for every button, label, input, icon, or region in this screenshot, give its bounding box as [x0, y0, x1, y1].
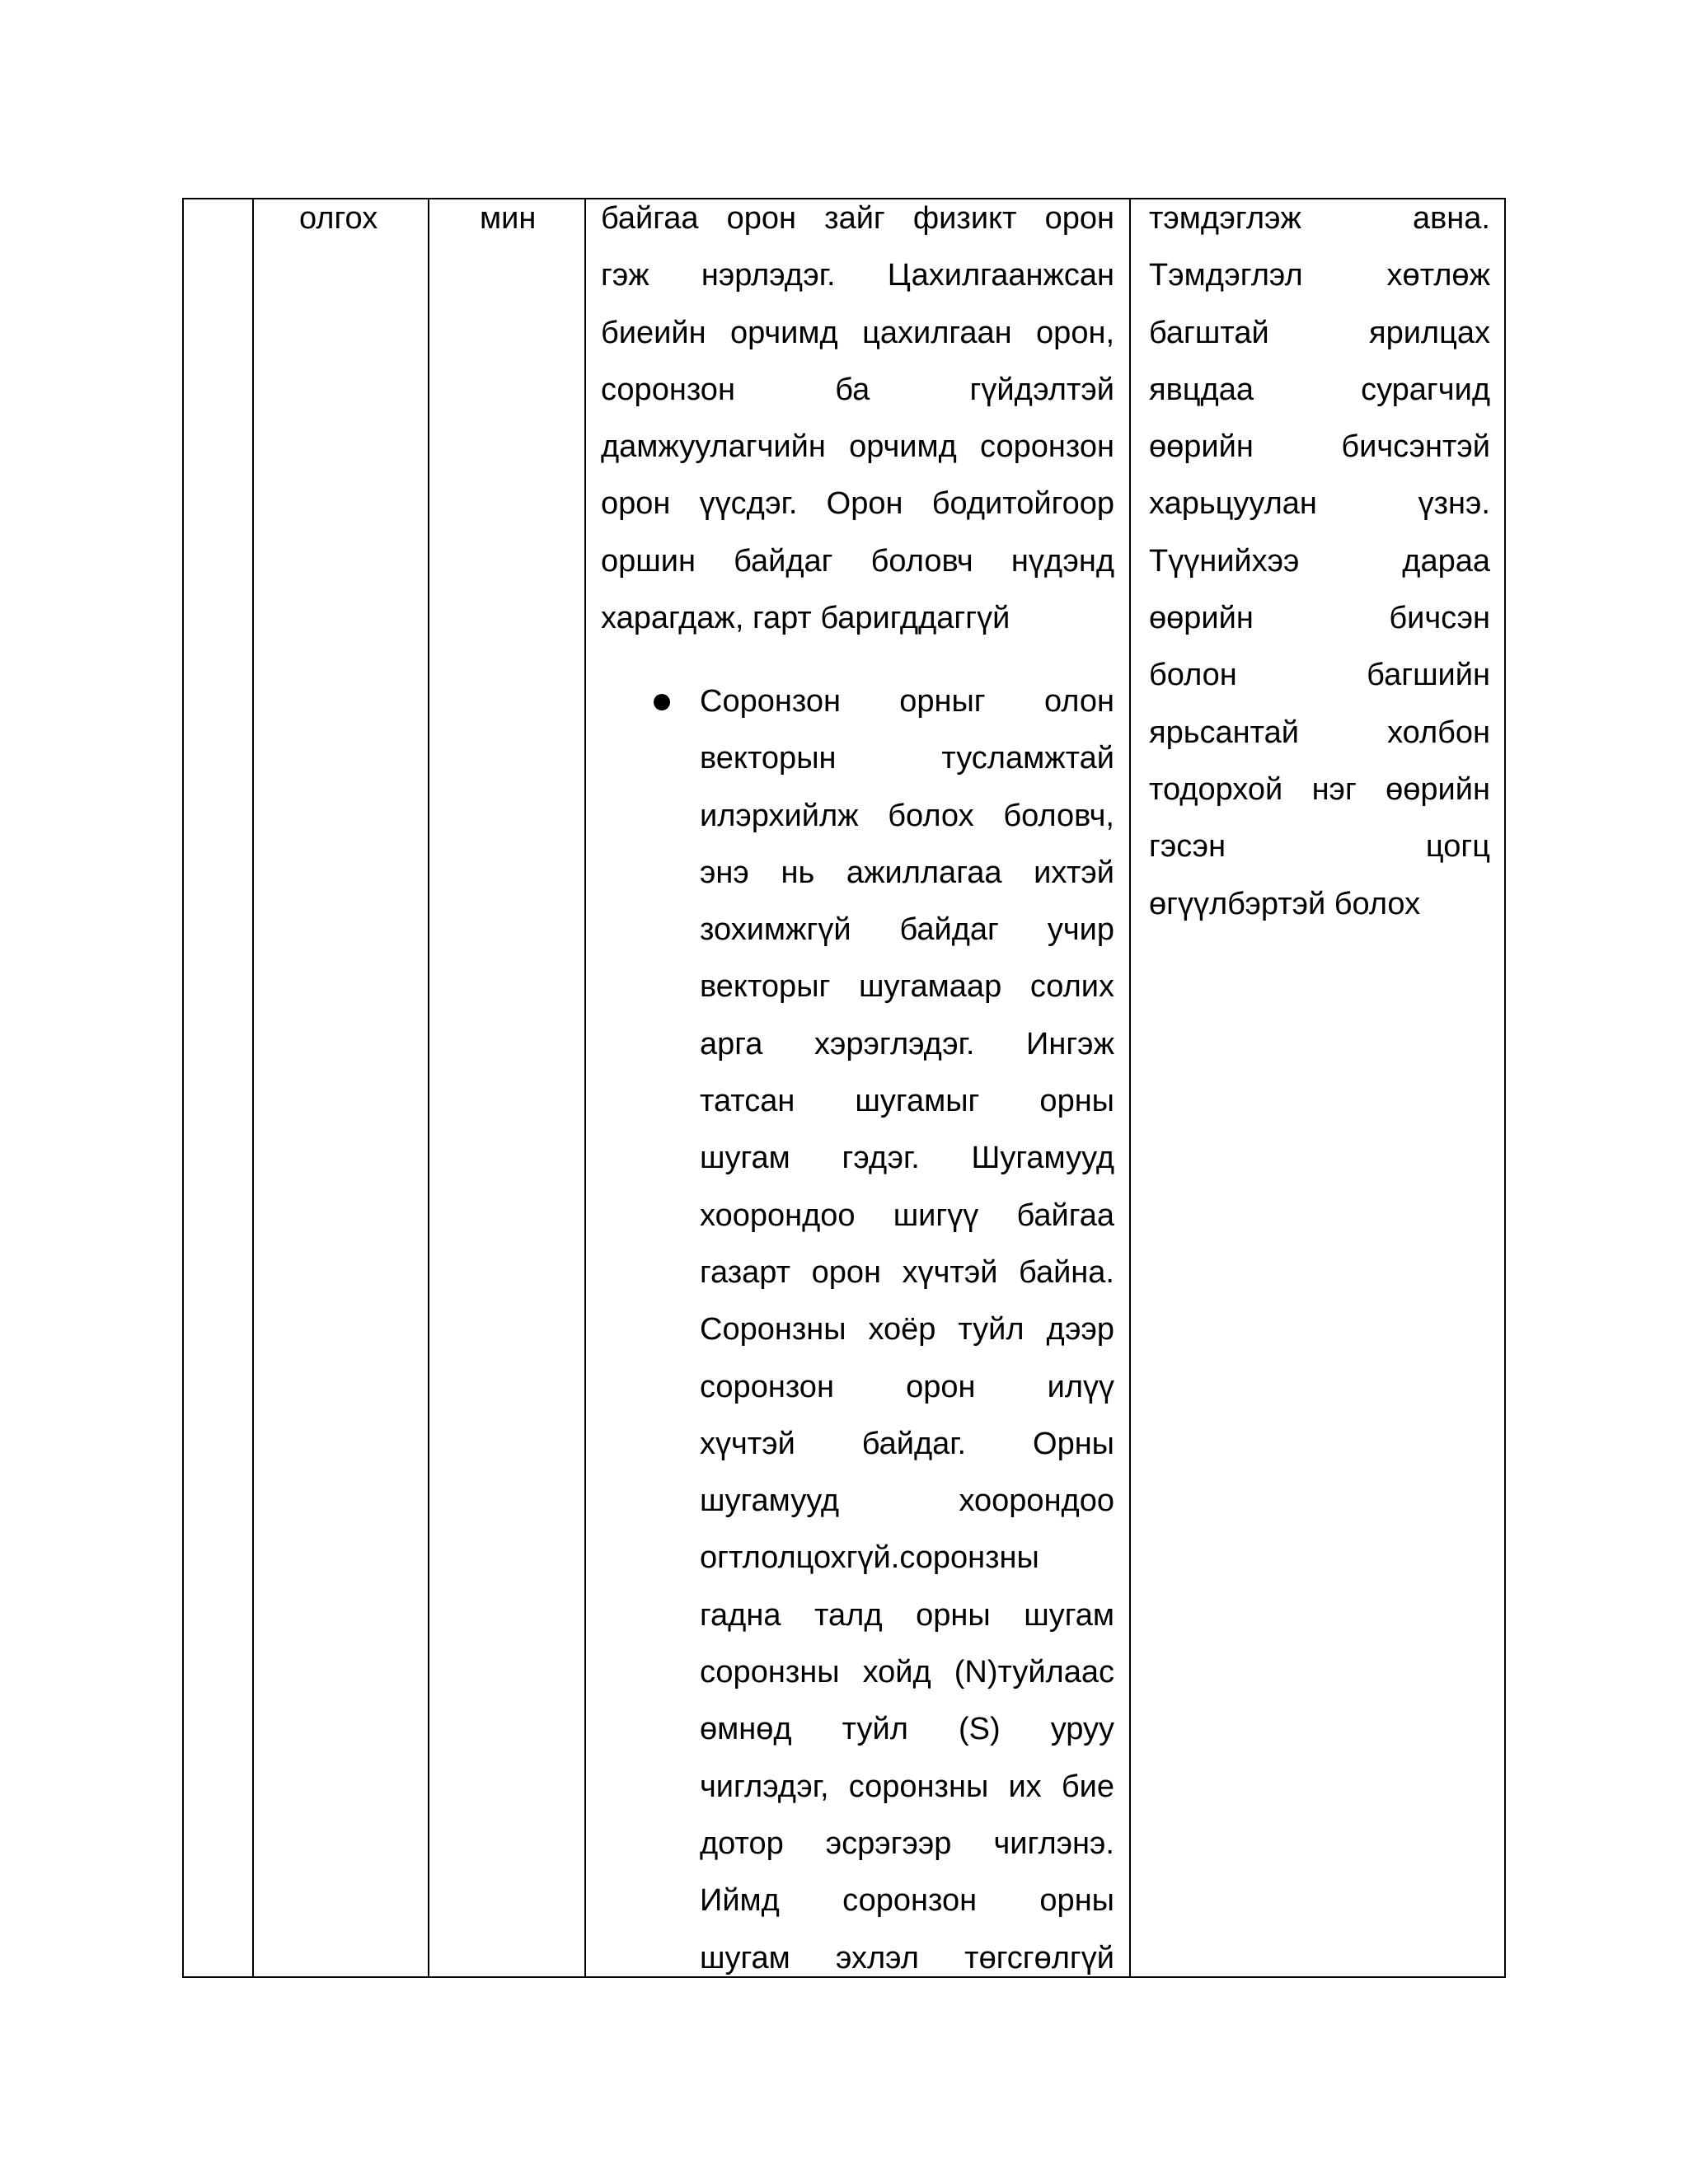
cell-min: [480, 190, 536, 247]
notes-line: тодорхой нэг өөрийн: [1149, 771, 1490, 807]
notes-line: тэмдэглэж авна.: [1149, 201, 1490, 236]
bullet-line: дотор эсрэгээр чиглэнэ.: [700, 1825, 1114, 1861]
bullet-line: шугам эхлэл төгсгөлгүй: [700, 1940, 1114, 1975]
bullet-line: чиглэдэг, соронзны их бие: [700, 1769, 1114, 1804]
bullet-line: огтлолцохгүй.соронзны: [700, 1540, 1039, 1576]
notes-line: Тэмдэглэл хөтлөж: [1149, 258, 1490, 293]
column-divider-3: [584, 198, 586, 1978]
bullet-item: [700, 673, 1114, 1987]
bullet-line: векторыг шугамаар солих: [700, 969, 1114, 1005]
notes-line: гэсэн цогц: [1149, 829, 1490, 865]
notes-line: өгүүлбэртэй болох: [1149, 886, 1421, 921]
paragraph-line: биеийн орчимд цахилгаан орон,: [601, 315, 1114, 350]
paragraph-line: байгаа орон зайг физикт орон: [601, 201, 1114, 236]
bullet-line: татсан шугамыг орны: [700, 1084, 1114, 1119]
bullet-line: газарт орон хүчтэй байна.: [700, 1254, 1114, 1290]
bullet-line: хүчтэй байдаг. Орны: [700, 1426, 1114, 1461]
bullet-line: соронзон орон илүү: [700, 1369, 1114, 1404]
notes-line: өөрийн бичсэн: [1149, 601, 1490, 636]
notes-line: харьцуулан үзнэ.: [1149, 486, 1490, 522]
bullet-line: векторын тусламжтай: [700, 741, 1114, 776]
bullet-line: зохимжгүй байдаг учир: [700, 912, 1114, 948]
bullet-line: арга хэрэглэдэг. Ингэж: [700, 1026, 1114, 1062]
notes-cell: [1149, 190, 1490, 933]
cell-text: олгох: [299, 201, 378, 236]
cell-olgokh: [299, 190, 377, 247]
paragraph-line: дамжуулагчийн орчимд соронзон: [601, 429, 1114, 465]
column-divider-4: [1129, 198, 1131, 1978]
notes-line: ярьсантай холбон: [1149, 715, 1490, 750]
bullet-line: соронзны хойд (N)туйлаас: [700, 1655, 1114, 1690]
bullet-line: Иймд соронзон орны: [700, 1883, 1114, 1919]
paragraph: [601, 190, 1114, 647]
paragraph-line: харагдаж, гарт баригддаггүй: [601, 601, 1010, 636]
paragraph-line: соронзон ба гүйдэлтэй: [601, 372, 1114, 407]
cell-text: мин: [480, 201, 537, 236]
bullet-line: гадна талд орны шугам: [700, 1597, 1114, 1633]
notes-line: багштай ярилцах: [1149, 315, 1490, 350]
bullet-line: хоорондоо шигүү байгаа: [700, 1197, 1114, 1233]
bullet-line: Соронзон орныг олон: [700, 684, 1114, 719]
bullet-line: шугамууд хоорондоо: [700, 1483, 1114, 1519]
column-divider-2: [428, 198, 429, 1978]
bullet-icon: [654, 694, 670, 710]
column-divider-1: [252, 198, 254, 1978]
paragraph-line: орон үүсдэг. Орон бодитойгоор: [601, 486, 1114, 522]
notes-line: болон багшийн: [1149, 658, 1490, 693]
bullet-line: энэ нь ажиллагаа ихтэй: [700, 855, 1114, 890]
notes-line: явцдаа сурагчид: [1149, 372, 1490, 407]
notes-line: Түүнийхээ дараа: [1149, 543, 1490, 579]
bullet-line: Соронзны хоёр туйл дээр: [700, 1312, 1114, 1347]
bullet-line: илэрхийлж болох боловч,: [700, 798, 1114, 833]
bullet-line: шугам гэдэг. Шугамууд: [700, 1141, 1114, 1176]
notes-line: өөрийн бичсэнтэй: [1149, 429, 1490, 465]
paragraph-line: оршин байдаг боловч нүдэнд: [601, 543, 1114, 579]
bullet-line: өмнөд туйл (S) уруу: [700, 1712, 1114, 1747]
paragraph-line: гэж нэрлэдэг. Цахилгаанжсан: [601, 258, 1114, 293]
